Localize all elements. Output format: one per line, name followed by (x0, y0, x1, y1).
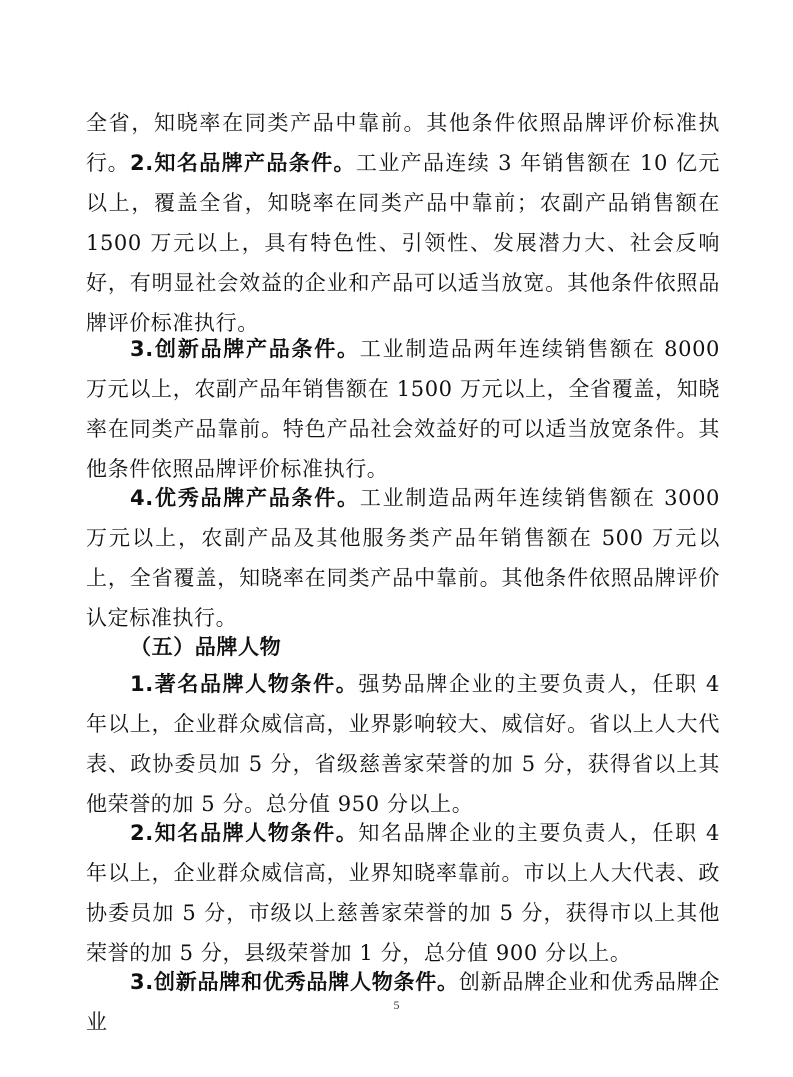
paragraph-known-brand-person (86, 813, 720, 973)
paragraph-label: 4.优秀品牌产品条件。 (130, 486, 360, 510)
paragraph-famous-brand-product (86, 143, 720, 343)
section-heading-brand-people (86, 627, 720, 667)
paragraph-label: 2.知名品牌产品条件。 (130, 151, 356, 175)
paragraph-text: 工业制造品两年连续销售额在 8000 万元以上，农副产品年销售额在 1500 万元以上，全省覆盖，知晓率在同类产品靠前。特色产品社会效益好的可以适当放宽条件。其他条件依照品牌评价标准执行。 (86, 337, 720, 481)
paragraph-label: 3.创新品牌产品条件。 (130, 337, 360, 361)
paragraph-label: 1.著名品牌人物条件。 (130, 672, 359, 696)
paragraph-label: 3.创新品牌和优秀品牌人物条件。 (130, 970, 459, 994)
paragraph-label: 2.知名品牌人物条件。 (130, 821, 359, 845)
section-heading-text: （五）品牌人物 (130, 635, 282, 659)
paragraph-text: 工业制造品两年连续销售额在 3000 万元以上，农副产品及其他服务类产品年销售额在 500 万元以上，全省覆盖，知晓率在同类产品中靠前。其他条件依照品牌评价认定标准执行。 (86, 486, 720, 630)
paragraph-text: 全省，知晓率在同类产品中靠前。其他条件依照品牌评价标准执行。 (86, 111, 720, 175)
paragraph-text: 工业产品连续 3 年销售额在 10 亿元以上，覆盖全省，知晓率在同类产品中靠前；农副产品销售额在1500 万元以上，具有特色性、引领性、发展潜力大、社会反响好，有明显社会效益的企业和产品可以适当放宽。其他条件依照品牌评价标准执行。 (86, 151, 720, 335)
paragraph-text: 创新品牌企业和优秀品牌企业 (86, 970, 720, 1034)
page-number: 5 (393, 998, 400, 1012)
paragraph-text: 强势品牌企业的主要负责人，任职 4 年以上，企业群众威信高，业界影响较大、威信好。省以上人大代表、政协委员加 5 分，省级慈善家荣誉的加 5 分，获得省以上其他荣誉的加 5 分。总分值 950 分以上。 (86, 672, 720, 816)
paragraph-text: 知名品牌企业的主要负责人，任职 4 年以上，企业群众威信高，业界知晓率靠前。市以上人大代表、政协委员加 5 分，市级以上慈善家荣誉的加 5 分，获得市以上其他荣誉的加 5 分，县级荣誉加 1 分，总分值 900 分以上。 (86, 821, 720, 965)
paragraph-excellent-brand-product (86, 478, 720, 638)
paragraph-innovative-brand-product (86, 329, 720, 489)
paragraph-famous-brand-person (86, 664, 720, 824)
